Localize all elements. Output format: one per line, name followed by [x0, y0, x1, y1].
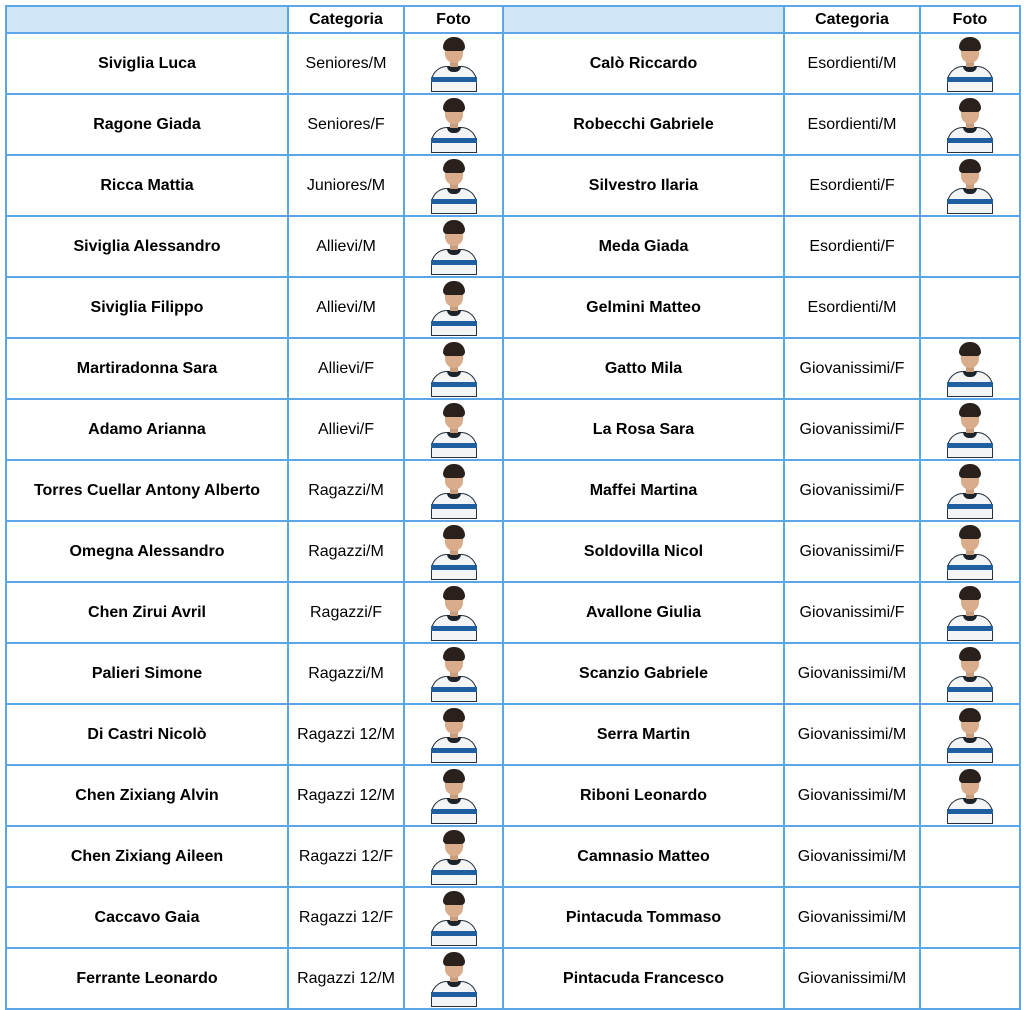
- athlete-category-left: Allievi/F: [288, 399, 404, 460]
- athlete-photo-icon: [427, 463, 481, 519]
- athlete-name-right: Pintacuda Tommaso: [503, 887, 784, 948]
- athlete-photo-right: [920, 521, 1020, 582]
- athlete-photo-left: [404, 704, 503, 765]
- header-photo-right: Foto: [920, 6, 1020, 33]
- header-category-right: Categoria: [784, 6, 920, 33]
- athlete-photo-right: [920, 155, 1020, 216]
- athlete-category-right: Giovanissimi/F: [784, 399, 920, 460]
- athlete-photo-icon: [943, 768, 997, 824]
- athlete-category-right: Esordienti/F: [784, 216, 920, 277]
- athlete-name-right: La Rosa Sara: [503, 399, 784, 460]
- athlete-name-right: Robecchi Gabriele: [503, 94, 784, 155]
- athlete-name-right: Silvestro Ilaria: [503, 155, 784, 216]
- athlete-roster-table: [5, 5, 1021, 1010]
- athlete-name-right: Maffei Martina: [503, 460, 784, 521]
- athlete-name-left: Siviglia Alessandro: [6, 216, 288, 277]
- athlete-name-right: Riboni Leonardo: [503, 765, 784, 826]
- athlete-name-left: Siviglia Filippo: [6, 277, 288, 338]
- athlete-name-left: Adamo Arianna: [6, 399, 288, 460]
- athlete-photo-left: [404, 155, 503, 216]
- athlete-photo-left: [404, 643, 503, 704]
- athlete-photo-right: [920, 33, 1020, 94]
- athlete-category-left: Ragazzi 12/F: [288, 887, 404, 948]
- athlete-category-right: Giovanissimi/M: [784, 826, 920, 887]
- athlete-photo-right: [920, 399, 1020, 460]
- table-row: [6, 826, 1020, 887]
- athlete-name-left: Palieri Simone: [6, 643, 288, 704]
- table-row: [6, 887, 1020, 948]
- athlete-name-right: Gatto Mila: [503, 338, 784, 399]
- header-photo-left: Foto: [404, 6, 503, 33]
- athlete-name-left: Siviglia Luca: [6, 33, 288, 94]
- athlete-name-left: Torres Cuellar Antony Alberto: [6, 460, 288, 521]
- table-row: [6, 33, 1020, 94]
- athlete-photo-icon: [427, 829, 481, 885]
- athlete-photo-right: [920, 216, 1020, 277]
- athlete-category-right: Esordienti/M: [784, 33, 920, 94]
- athlete-category-left: Ragazzi 12/F: [288, 826, 404, 887]
- athlete-photo-left: [404, 582, 503, 643]
- athlete-photo-icon: [427, 585, 481, 641]
- athlete-photo-icon: [943, 707, 997, 763]
- athlete-category-left: Allievi/M: [288, 277, 404, 338]
- table-row: [6, 704, 1020, 765]
- athlete-photo-icon: [943, 36, 997, 92]
- header-name-left: [6, 6, 288, 33]
- athlete-photo-left: [404, 948, 503, 1009]
- athlete-photo-right: [920, 948, 1020, 1009]
- athlete-photo-left: [404, 826, 503, 887]
- athlete-category-left: Ragazzi/M: [288, 521, 404, 582]
- athlete-category-right: Giovanissimi/F: [784, 521, 920, 582]
- athlete-photo-icon: [943, 524, 997, 580]
- table-row: [6, 948, 1020, 1009]
- athlete-photo-left: [404, 765, 503, 826]
- athlete-photo-right: [920, 887, 1020, 948]
- athlete-category-left: Seniores/M: [288, 33, 404, 94]
- athlete-category-right: Giovanissimi/M: [784, 887, 920, 948]
- athlete-name-right: Serra Martin: [503, 704, 784, 765]
- athlete-category-right: Giovanissimi/F: [784, 338, 920, 399]
- athlete-category-left: Ragazzi/F: [288, 582, 404, 643]
- athlete-name-left: Ricca Mattia: [6, 155, 288, 216]
- roster-sheet: [5, 5, 1019, 1005]
- athlete-category-right: Esordienti/M: [784, 277, 920, 338]
- athlete-name-right: Scanzio Gabriele: [503, 643, 784, 704]
- athlete-name-right: Meda Giada: [503, 216, 784, 277]
- athlete-name-right: Gelmini Matteo: [503, 277, 784, 338]
- athlete-photo-icon: [427, 768, 481, 824]
- table-row: [6, 338, 1020, 399]
- athlete-category-right: Giovanissimi/M: [784, 643, 920, 704]
- athlete-category-right: Giovanissimi/M: [784, 948, 920, 1009]
- athlete-photo-left: [404, 94, 503, 155]
- athlete-name-left: Caccavo Gaia: [6, 887, 288, 948]
- athlete-photo-right: [920, 704, 1020, 765]
- athlete-photo-icon: [427, 951, 481, 1007]
- header-row: [6, 6, 1020, 33]
- athlete-photo-left: [404, 521, 503, 582]
- athlete-category-left: Ragazzi/M: [288, 460, 404, 521]
- athlete-photo-icon: [427, 36, 481, 92]
- athlete-photo-left: [404, 216, 503, 277]
- roster-body: [6, 33, 1020, 1009]
- athlete-name-right: Soldovilla Nicol: [503, 521, 784, 582]
- athlete-photo-icon: [943, 402, 997, 458]
- athlete-photo-left: [404, 33, 503, 94]
- athlete-photo-right: [920, 94, 1020, 155]
- table-row: [6, 216, 1020, 277]
- athlete-photo-icon: [943, 463, 997, 519]
- athlete-category-left: Seniores/F: [288, 94, 404, 155]
- athlete-photo-icon: [427, 97, 481, 153]
- athlete-photo-icon: [943, 341, 997, 397]
- table-row: [6, 521, 1020, 582]
- athlete-photo-left: [404, 460, 503, 521]
- athlete-category-left: Allievi/F: [288, 338, 404, 399]
- athlete-name-left: Chen Zixiang Alvin: [6, 765, 288, 826]
- header-category-left: Categoria: [288, 6, 404, 33]
- athlete-photo-icon: [427, 890, 481, 946]
- athlete-category-right: Giovanissimi/M: [784, 765, 920, 826]
- athlete-photo-left: [404, 399, 503, 460]
- athlete-photo-icon: [427, 219, 481, 275]
- athlete-name-left: Chen Zixiang Aileen: [6, 826, 288, 887]
- athlete-photo-icon: [427, 524, 481, 580]
- athlete-category-left: Allievi/M: [288, 216, 404, 277]
- athlete-photo-right: [920, 277, 1020, 338]
- table-row: [6, 460, 1020, 521]
- athlete-category-right: Giovanissimi/F: [784, 460, 920, 521]
- athlete-photo-icon: [943, 585, 997, 641]
- athlete-photo-icon: [427, 402, 481, 458]
- athlete-name-left: Ragone Giada: [6, 94, 288, 155]
- athlete-photo-left: [404, 277, 503, 338]
- table-row: [6, 399, 1020, 460]
- table-row: [6, 582, 1020, 643]
- athlete-category-left: Ragazzi 12/M: [288, 765, 404, 826]
- athlete-photo-right: [920, 460, 1020, 521]
- athlete-photo-left: [404, 887, 503, 948]
- table-row: [6, 94, 1020, 155]
- athlete-category-right: Giovanissimi/M: [784, 704, 920, 765]
- athlete-category-right: Esordienti/M: [784, 94, 920, 155]
- athlete-name-left: Di Castri Nicolò: [6, 704, 288, 765]
- table-row: [6, 155, 1020, 216]
- athlete-name-right: Calò Riccardo: [503, 33, 784, 94]
- athlete-photo-icon: [427, 158, 481, 214]
- athlete-name-left: Martiradonna Sara: [6, 338, 288, 399]
- athlete-photo-right: [920, 643, 1020, 704]
- athlete-photo-right: [920, 582, 1020, 643]
- athlete-photo-icon: [943, 158, 997, 214]
- athlete-photo-icon: [427, 707, 481, 763]
- header-name-right: [503, 6, 784, 33]
- athlete-category-left: Ragazzi 12/M: [288, 948, 404, 1009]
- athlete-photo-right: [920, 826, 1020, 887]
- athlete-category-left: Ragazzi 12/M: [288, 704, 404, 765]
- athlete-name-left: Ferrante Leonardo: [6, 948, 288, 1009]
- athlete-photo-right: [920, 338, 1020, 399]
- athlete-photo-icon: [943, 646, 997, 702]
- athlete-photo-icon: [427, 280, 481, 336]
- athlete-name-right: Avallone Giulia: [503, 582, 784, 643]
- table-row: [6, 643, 1020, 704]
- athlete-photo-icon: [943, 97, 997, 153]
- athlete-photo-left: [404, 338, 503, 399]
- athlete-name-left: Omegna Alessandro: [6, 521, 288, 582]
- athlete-name-right: Camnasio Matteo: [503, 826, 784, 887]
- athlete-category-right: Giovanissimi/F: [784, 582, 920, 643]
- athlete-photo-right: [920, 765, 1020, 826]
- athlete-name-left: Chen Zirui Avril: [6, 582, 288, 643]
- table-row: [6, 277, 1020, 338]
- athlete-photo-icon: [427, 341, 481, 397]
- athlete-photo-icon: [427, 646, 481, 702]
- athlete-name-right: Pintacuda Francesco: [503, 948, 784, 1009]
- athlete-category-left: Ragazzi/M: [288, 643, 404, 704]
- athlete-category-left: Juniores/M: [288, 155, 404, 216]
- table-row: [6, 765, 1020, 826]
- athlete-category-right: Esordienti/F: [784, 155, 920, 216]
